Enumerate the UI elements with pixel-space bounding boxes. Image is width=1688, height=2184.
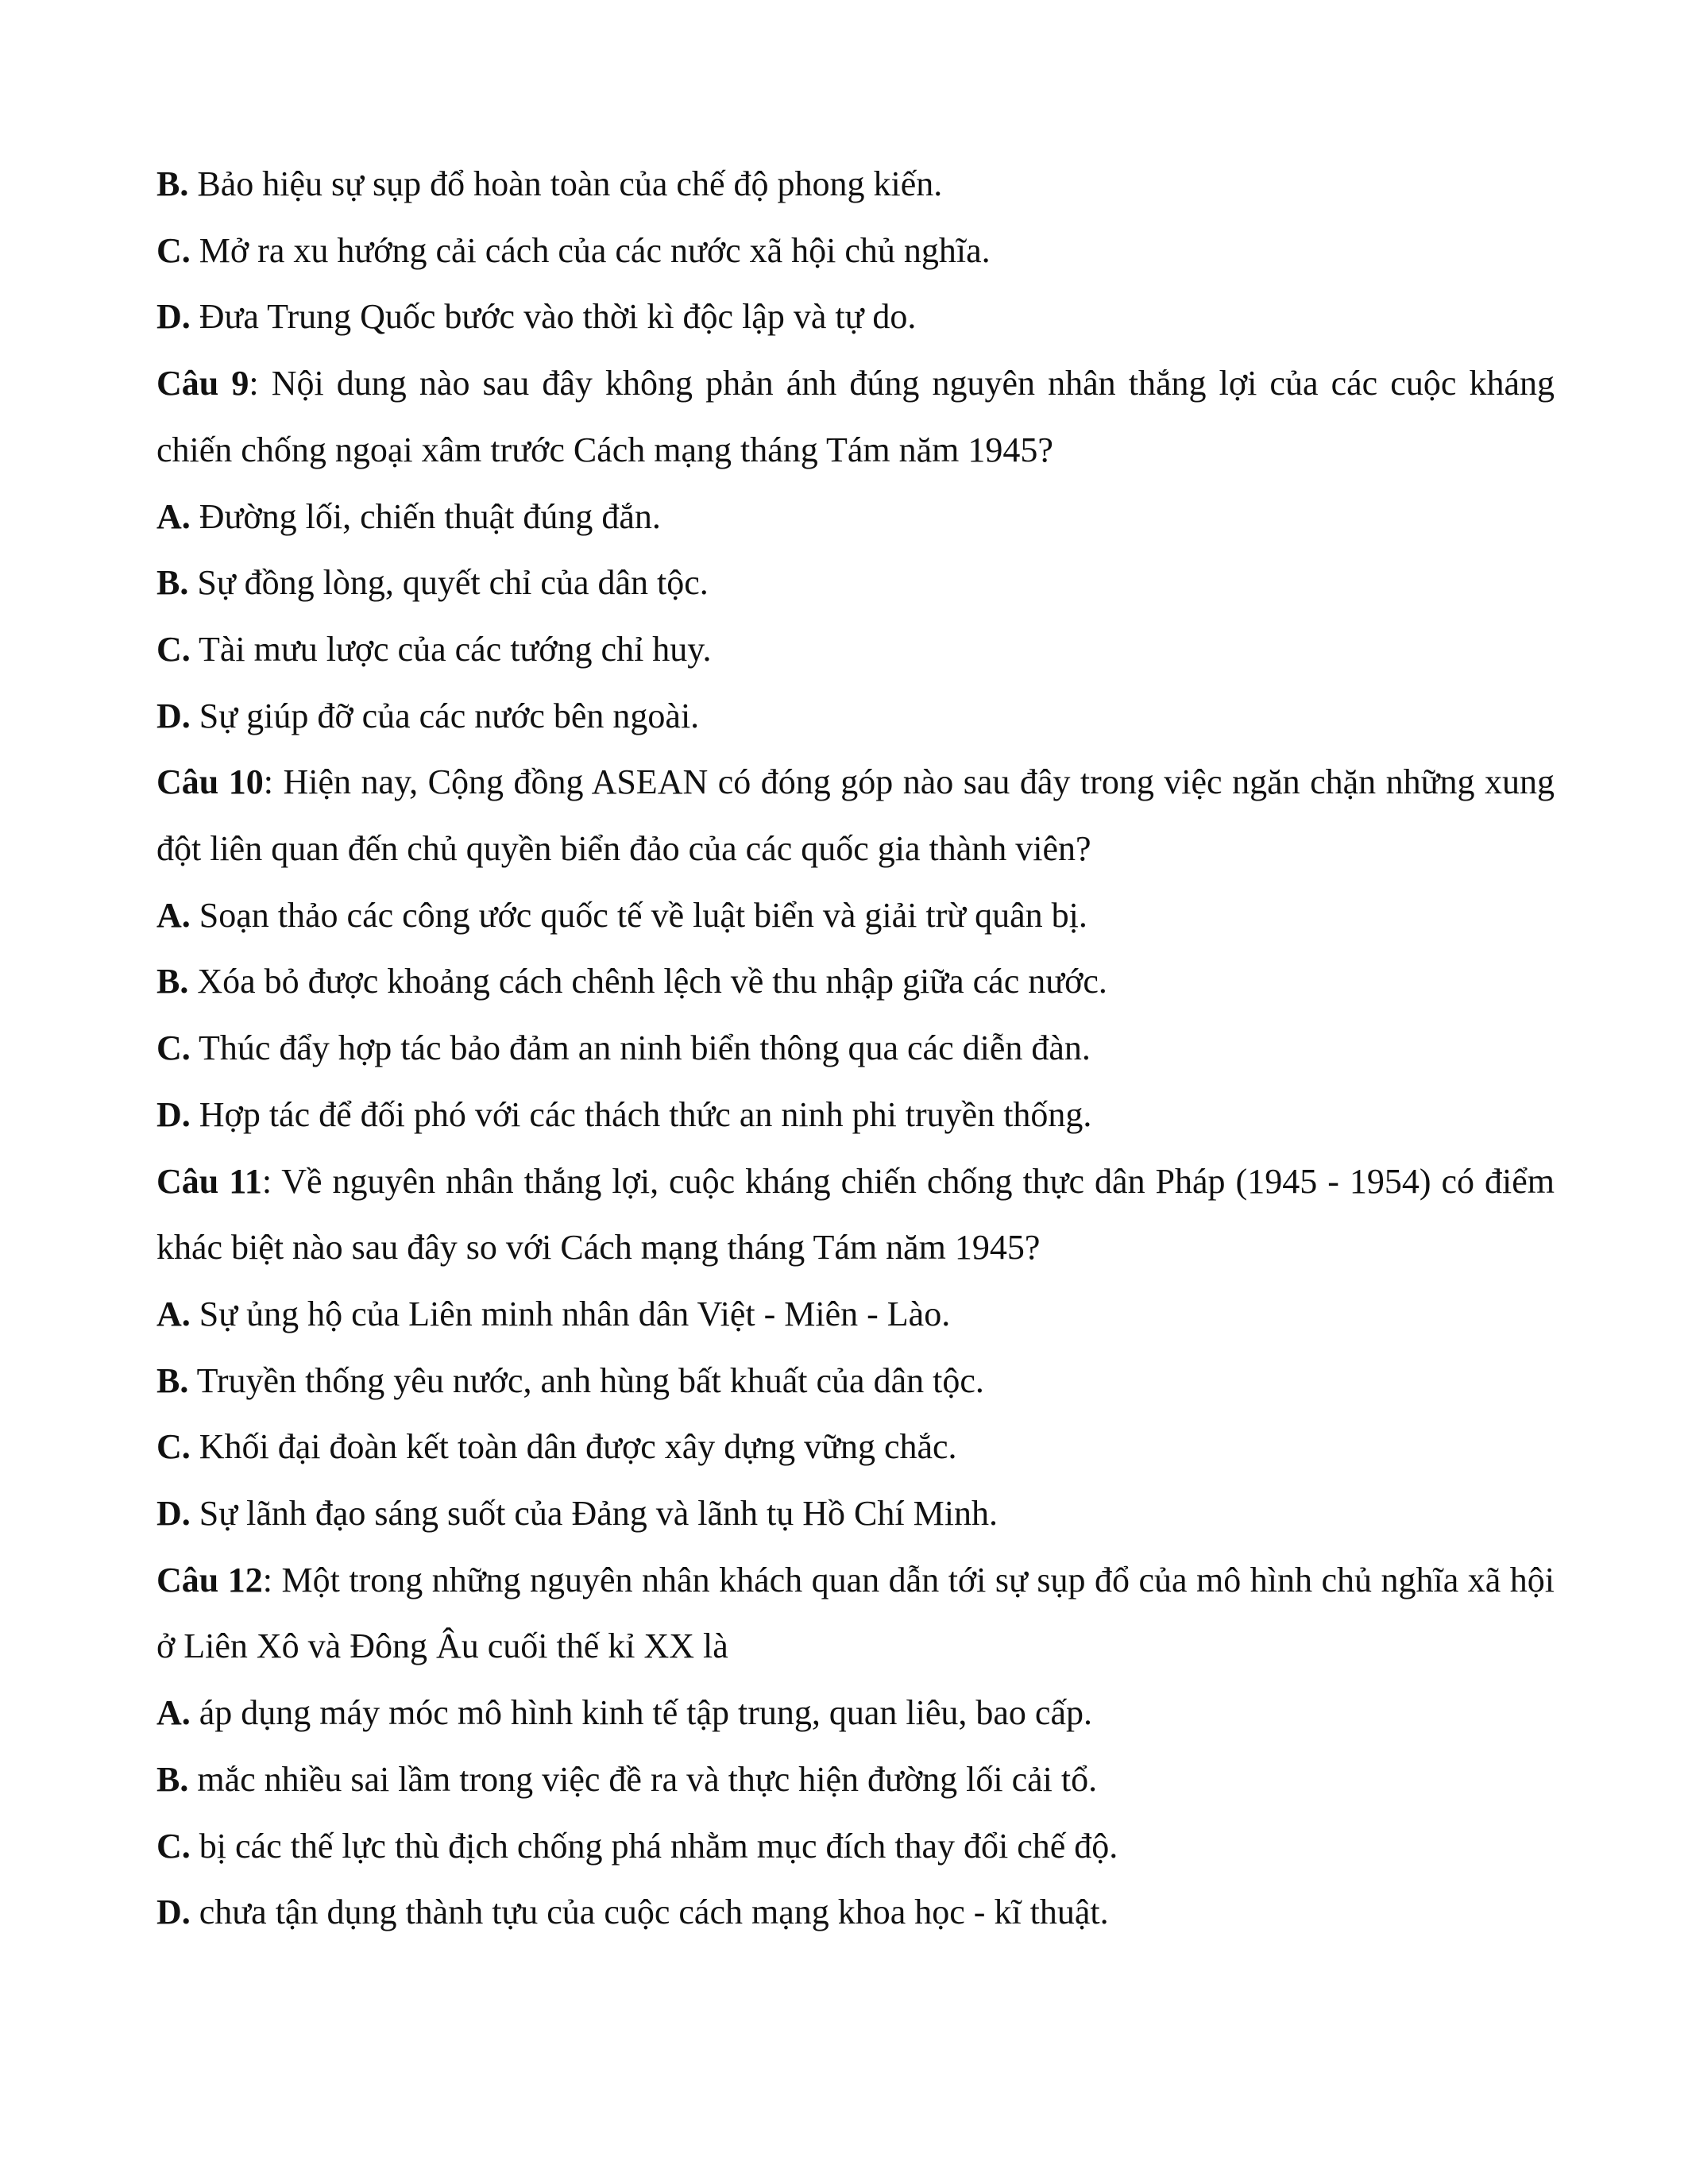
option-text: Bảo hiệu sự sụp đổ hoàn toàn của chế độ phong kiến. <box>188 164 943 203</box>
option-letter: B. <box>156 1360 189 1400</box>
option-a <box>156 1281 1555 1348</box>
option-letter: B. <box>156 563 189 603</box>
option-b <box>156 948 1555 1015</box>
option-text: mắc nhiều sai lầm trong việc đề ra và thực hiện đường lối cải tổ. <box>188 1759 1098 1799</box>
option-text: Thúc đẩy hợp tác bảo đảm an ninh biển thông qua các diễn đàn. <box>190 1028 1091 1068</box>
option-letter: D. <box>156 1494 191 1534</box>
option-text: Hợp tác để đối phó với các thách thức an ninh phi truyền thống. <box>190 1094 1092 1134</box>
option-letter: A. <box>156 1294 191 1333</box>
question-9 <box>156 350 1555 483</box>
option-text: Sự đồng lòng, quyết chỉ của dân tộc. <box>188 563 709 603</box>
option-letter: B. <box>156 1759 189 1799</box>
document-content <box>156 151 1555 1946</box>
option-letter: C. <box>156 1826 191 1866</box>
question-11 <box>156 1148 1555 1281</box>
option-text: Tài mưu lược của các tướng chỉ huy. <box>190 629 712 669</box>
option-letter: C. <box>156 230 191 270</box>
option-letter: C. <box>156 1028 191 1068</box>
question-text: : Về nguyên nhân thắng lợi, cuộc kháng chiến chống thực dân Pháp (1945 - 1954) có điểm khác biệt nào sau đây so với Cách mạng tháng Tám năm 1945? <box>156 1161 1555 1268</box>
option-text: Đưa Trung Quốc bước vào thời kì độc lập và tự do. <box>190 297 917 337</box>
option-a <box>156 484 1555 550</box>
option-text: Sự lãnh đạo sáng suốt của Đảng và lãnh tụ Hồ Chí Minh. <box>190 1494 998 1534</box>
question-text: : Một trong những nguyên nhân khách quan dẫn tới sự sụp đổ của mô hình chủ nghĩa xã hội ở Liên Xô và Đông Âu cuối thế kỉ XX là <box>156 1560 1555 1666</box>
option-letter: B. <box>156 962 189 1001</box>
option-b <box>156 550 1555 616</box>
option-letter: D. <box>156 297 191 337</box>
option-text: chưa tận dụng thành tựu của cuộc cách mạng khoa học - kĩ thuật. <box>190 1893 1109 1932</box>
option-letter: C. <box>156 1427 191 1467</box>
question-label: Câu 11 <box>156 1161 262 1201</box>
option-d <box>156 1082 1555 1148</box>
option-d <box>156 1879 1555 1946</box>
option-c <box>156 1414 1555 1480</box>
option-b <box>156 1746 1555 1813</box>
question-label: Câu 12 <box>156 1560 263 1599</box>
question-label: Câu 10 <box>156 762 264 802</box>
option-text: Xóa bỏ được khoảng cách chênh lệch về thu nhập giữa các nước. <box>188 962 1107 1001</box>
option-b <box>156 151 1555 218</box>
option-d <box>156 284 1555 350</box>
question-text: : Nội dung nào sau đây không phản ánh đúng nguyên nhân thắng lợi của các cuộc kháng chiến chống ngoại xâm trước Cách mạng tháng Tám năm 1945? <box>156 364 1555 469</box>
option-d <box>156 1480 1555 1547</box>
option-a <box>156 1680 1555 1746</box>
option-letter: C. <box>156 629 191 669</box>
option-c <box>156 1813 1555 1880</box>
option-d <box>156 683 1555 750</box>
option-letter: A. <box>156 895 191 935</box>
option-c <box>156 218 1555 284</box>
option-c <box>156 616 1555 683</box>
option-text: Sự ủng hộ của Liên minh nhân dân Việt - Miên - Lào. <box>190 1294 951 1333</box>
option-letter: D. <box>156 696 191 735</box>
option-letter: D. <box>156 1893 191 1932</box>
option-b <box>156 1348 1555 1414</box>
option-letter: D. <box>156 1094 191 1134</box>
option-letter: B. <box>156 164 189 203</box>
question-10 <box>156 749 1555 882</box>
option-text: Mở ra xu hướng cải cách của các nước xã hội chủ nghĩa. <box>190 230 991 270</box>
option-text: áp dụng máy móc mô hình kinh tế tập trung, quan liêu, bao cấp. <box>190 1693 1092 1733</box>
option-letter: A. <box>156 496 191 536</box>
option-text: Sự giúp đỡ của các nước bên ngoài. <box>190 696 700 735</box>
question-12 <box>156 1547 1555 1680</box>
option-text: Soạn thảo các công ước quốc tế về luật biển và giải trừ quân bị. <box>190 895 1087 935</box>
option-text: Khối đại đoàn kết toàn dân được xây dựng vững chắc. <box>190 1427 957 1467</box>
option-letter: A. <box>156 1693 191 1733</box>
option-c <box>156 1015 1555 1082</box>
option-a <box>156 882 1555 949</box>
option-text: Đường lối, chiến thuật đúng đắn. <box>190 496 661 536</box>
question-label: Câu 9 <box>156 364 249 403</box>
option-text: Truyền thống yêu nước, anh hùng bất khuất của dân tộc. <box>188 1360 984 1400</box>
question-text: : Hiện nay, Cộng đồng ASEAN có đóng góp nào sau đây trong việc ngăn chặn những xung đột liên quan đến chủ quyền biển đảo của các quốc gia thành viên? <box>156 762 1555 869</box>
option-text: bị các thế lực thù địch chống phá nhằm mục đích thay đổi chế độ. <box>190 1826 1118 1866</box>
